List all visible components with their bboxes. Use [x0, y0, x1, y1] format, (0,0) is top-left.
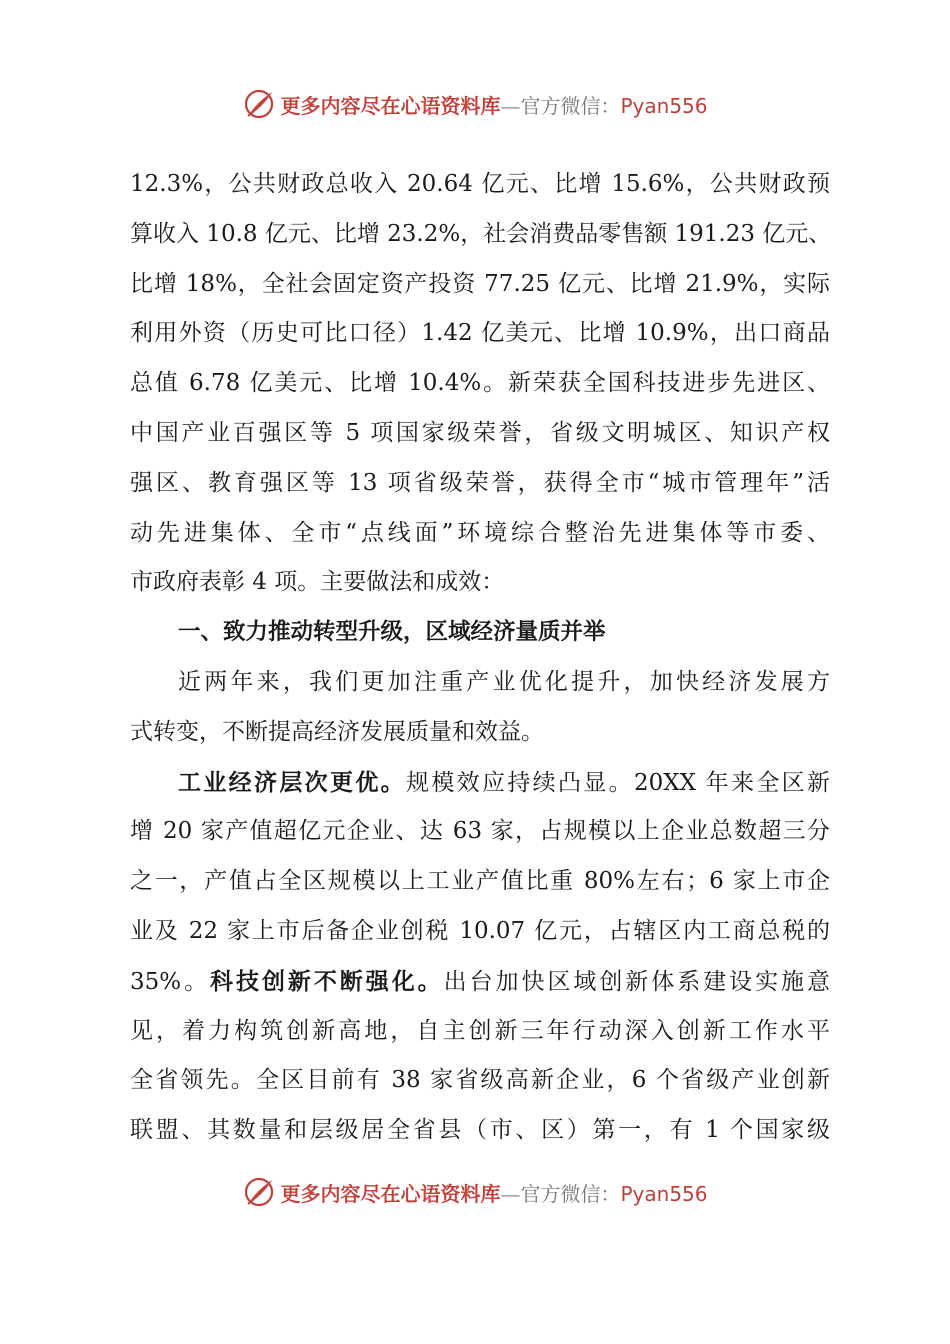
banner-separator: —	[500, 93, 521, 118]
paragraph-line: 之一，产值占全区规模以上工业产值比重 80%左右；6 家上市企	[130, 868, 830, 895]
banner-wechat-label: 官方微信：	[520, 1181, 621, 1206]
paragraph-line: 强区、教育强区等 13 项省级荣誉，获得全市“城市管理年”活	[130, 469, 830, 496]
paragraph-line: 联盟、其数量和层级居全省县（市、区）第一，有 1 个国家级	[130, 1117, 830, 1144]
banner-text	[280, 90, 707, 119]
document-body	[130, 160, 830, 1156]
banner-wechat-label: 官方微信：	[520, 93, 621, 118]
paragraph-line: 中国产业百强区等 5 项国家级荣誉，省级文明城区、知识产权	[130, 419, 830, 446]
paragraph-line	[130, 758, 830, 808]
paragraph-line: 总值 6.78 亿美元、比增 10.4%。新荣获全国科技进步先进区、	[130, 370, 830, 397]
paragraph-line: 见，着力构筑创新高地，自主创新三年行动深入创新工作水平	[130, 1017, 830, 1044]
paragraph-line: 近两年来，我们更加注重产业优化提升，加快经济发展方	[178, 668, 830, 695]
paragraph-line: 动先进集体、全市“点线面”环境综合整治先进集体等市委、	[130, 519, 830, 546]
quill-logo-icon	[242, 87, 276, 121]
banner-separator: —	[500, 1181, 521, 1206]
paragraph-line: 业及 22 家上市后备企业创税 10.07 亿元，占辖区内工商总税的	[130, 917, 830, 944]
footer-banner	[0, 1172, 950, 1212]
paragraph-line: 增 20 家产值超亿元企业、达 63 家，占规模以上企业总数超三分	[130, 818, 830, 845]
paragraph-line: 比增 18%，全社会固定资产投资 77.25 亿元、比增 21.9%，实际	[130, 270, 830, 297]
paragraph-lead-bold: 科技创新不断强化。	[210, 967, 444, 995]
banner-wechat-id: Pyan556	[620, 1181, 708, 1206]
paragraph-lead-bold: 工业经济层次更优。	[178, 768, 407, 796]
quill-logo-icon	[242, 1175, 276, 1209]
banner-brand: 更多内容尽在心语资料库	[280, 1181, 501, 1206]
header-banner	[0, 84, 950, 124]
paragraph-line: 利用外资（历史可比口径）1.42 亿美元、比增 10.9%，出口商品	[130, 320, 830, 347]
banner-text	[280, 1178, 707, 1207]
paragraph-line: 12.3%，公共财政总收入 20.64 亿元、比增 15.6%，公共财政预	[130, 171, 830, 197]
section-heading: 一、致力推动转型升级，区域经济量质并举	[178, 619, 606, 646]
paragraph-line: 市政府表彰 4 项。主要做法和成效：	[130, 569, 505, 596]
paragraph-lead-text: 规模效应持续凸显。20XX 年来全区新	[406, 769, 831, 796]
paragraph-text: 35%。	[130, 968, 211, 995]
banner-wechat-id: Pyan556	[620, 93, 708, 118]
paragraph-line	[130, 957, 830, 1007]
paragraph-line: 全省领先。全区目前有 38 家省级高新企业，6 个省级产业创新	[130, 1067, 830, 1094]
paragraph-text: 出台加快区域创新体系建设实施意	[443, 968, 831, 995]
paragraph-line: 算收入 10.8 亿元、比增 23.2%，社会消费品零售额 191.23 亿元、	[130, 220, 832, 247]
paragraph-line: 式转变，不断提高经济发展质量和效益。	[130, 718, 544, 745]
banner-brand: 更多内容尽在心语资料库	[280, 93, 501, 118]
